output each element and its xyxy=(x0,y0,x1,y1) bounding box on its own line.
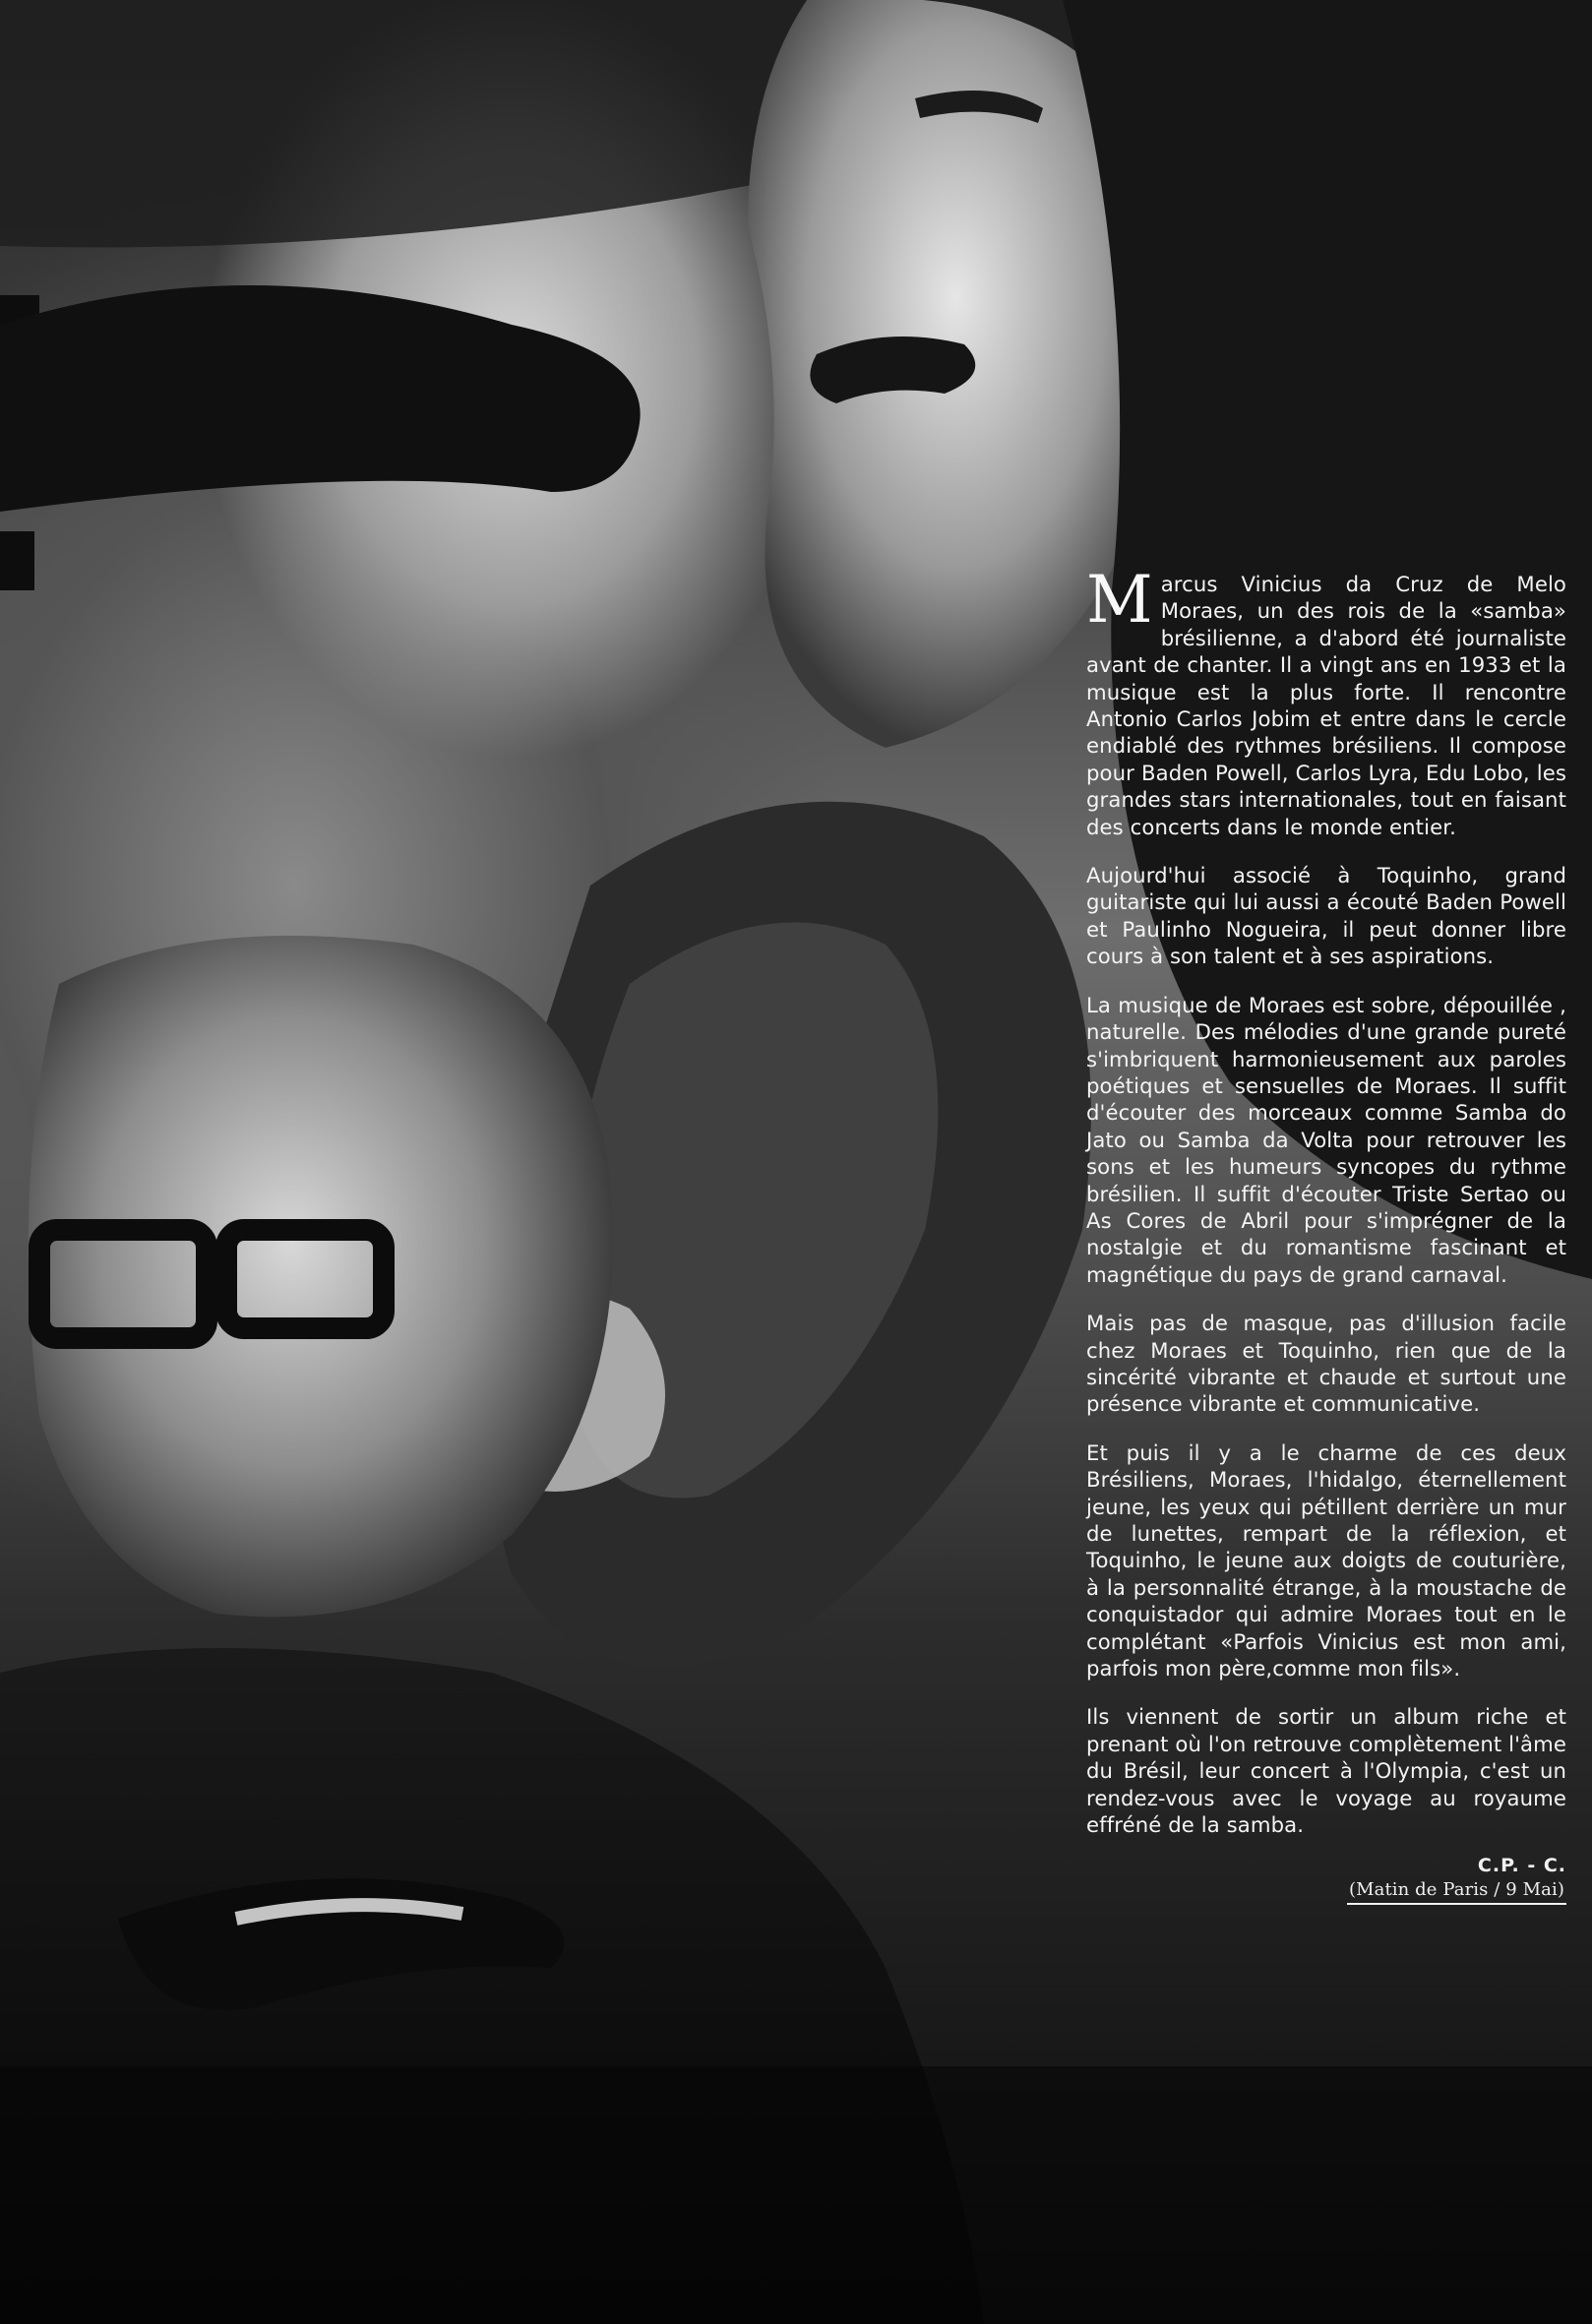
article-paragraph-3: La musique de Moraes est sobre, dépouillée , naturelle. Des mélodies d'une grande pureté s'imbriquent harmonieusement aux paroles poétiques et sensuelles de Moraes. Il suffit d'écouter des morceaux comme Samba do Jato ou Samba da Volta pour retrouver les sons et les humeurs syncopes du rythme brésilien. Il suffit d'écouter Triste Sertao ou As Cores de Abril pour s'imprégner de la nostalgie et du romantisme fascinant et magnétique du pays de grand carnaval. xyxy=(1086,992,1566,1287)
author-initials: C.P. - C. xyxy=(1477,1855,1566,1877)
byline xyxy=(1086,1854,1566,1905)
article-paragraph-4: Mais pas de masque, pas d'illusion facile chez Moraes et Toquinho, rien que de la sincérité vibrante et chaude et surtout une présence vibrante et communicative. xyxy=(1086,1311,1566,1417)
article-paragraph-5: Et puis il y a le charme de ces deux Brésiliens, Moraes, l'hidalgo, éternellement jeune, les yeux qui pétillent derrière un mur de lunettes, rempart de la réflexion, et Toquinho, le jeune aux doigts de couturière, à la personnalité étrange, à la moustache de conquistador qui admire Moraes tout en le complétant «Parfois Vinicius est mon ami, parfois mon père,comme mon fils». xyxy=(1086,1439,1566,1682)
microphone xyxy=(0,285,641,590)
article-paragraph-2: Aujourd'hui associé à Toquinho, grand guitariste qui lui aussi a écouté Baden Powell et Paulinho Nogueira, il peut donner libre cours à son talent et à ses aspirations. xyxy=(1086,863,1566,969)
article-paragraph-6: Ils viennent de sortir un album riche et prenant où l'on retrouve complètement l'âme du Brésil, leur concert à l'Olympia, c'est un rendez-vous avec le voyage au royaume effréné de la samba. xyxy=(1086,1704,1566,1838)
article-paragraph-1 xyxy=(1086,562,1566,840)
drop-cap: M xyxy=(1086,562,1153,638)
source-citation: (Matin de Paris / 9 Mai) xyxy=(1347,1878,1566,1905)
article-body xyxy=(1086,562,1566,1905)
paragraph-text: arcus Vinicius da Cruz de Melo Moraes, un des rois de la «samba» brésilienne, a d'abord été journaliste avant de chanter. Il a vingt ans en 1933 et la musique est la plus forte. Il rencontre Antonio Carlos Jobim et entre dans le cercle endiablé des rythmes brésiliens. Il compose pour Baden Powell, Carlos Lyra, Edu Lobo, les grandes stars internationales, tout en faisant des concerts dans le monde entier. xyxy=(1086,572,1566,839)
